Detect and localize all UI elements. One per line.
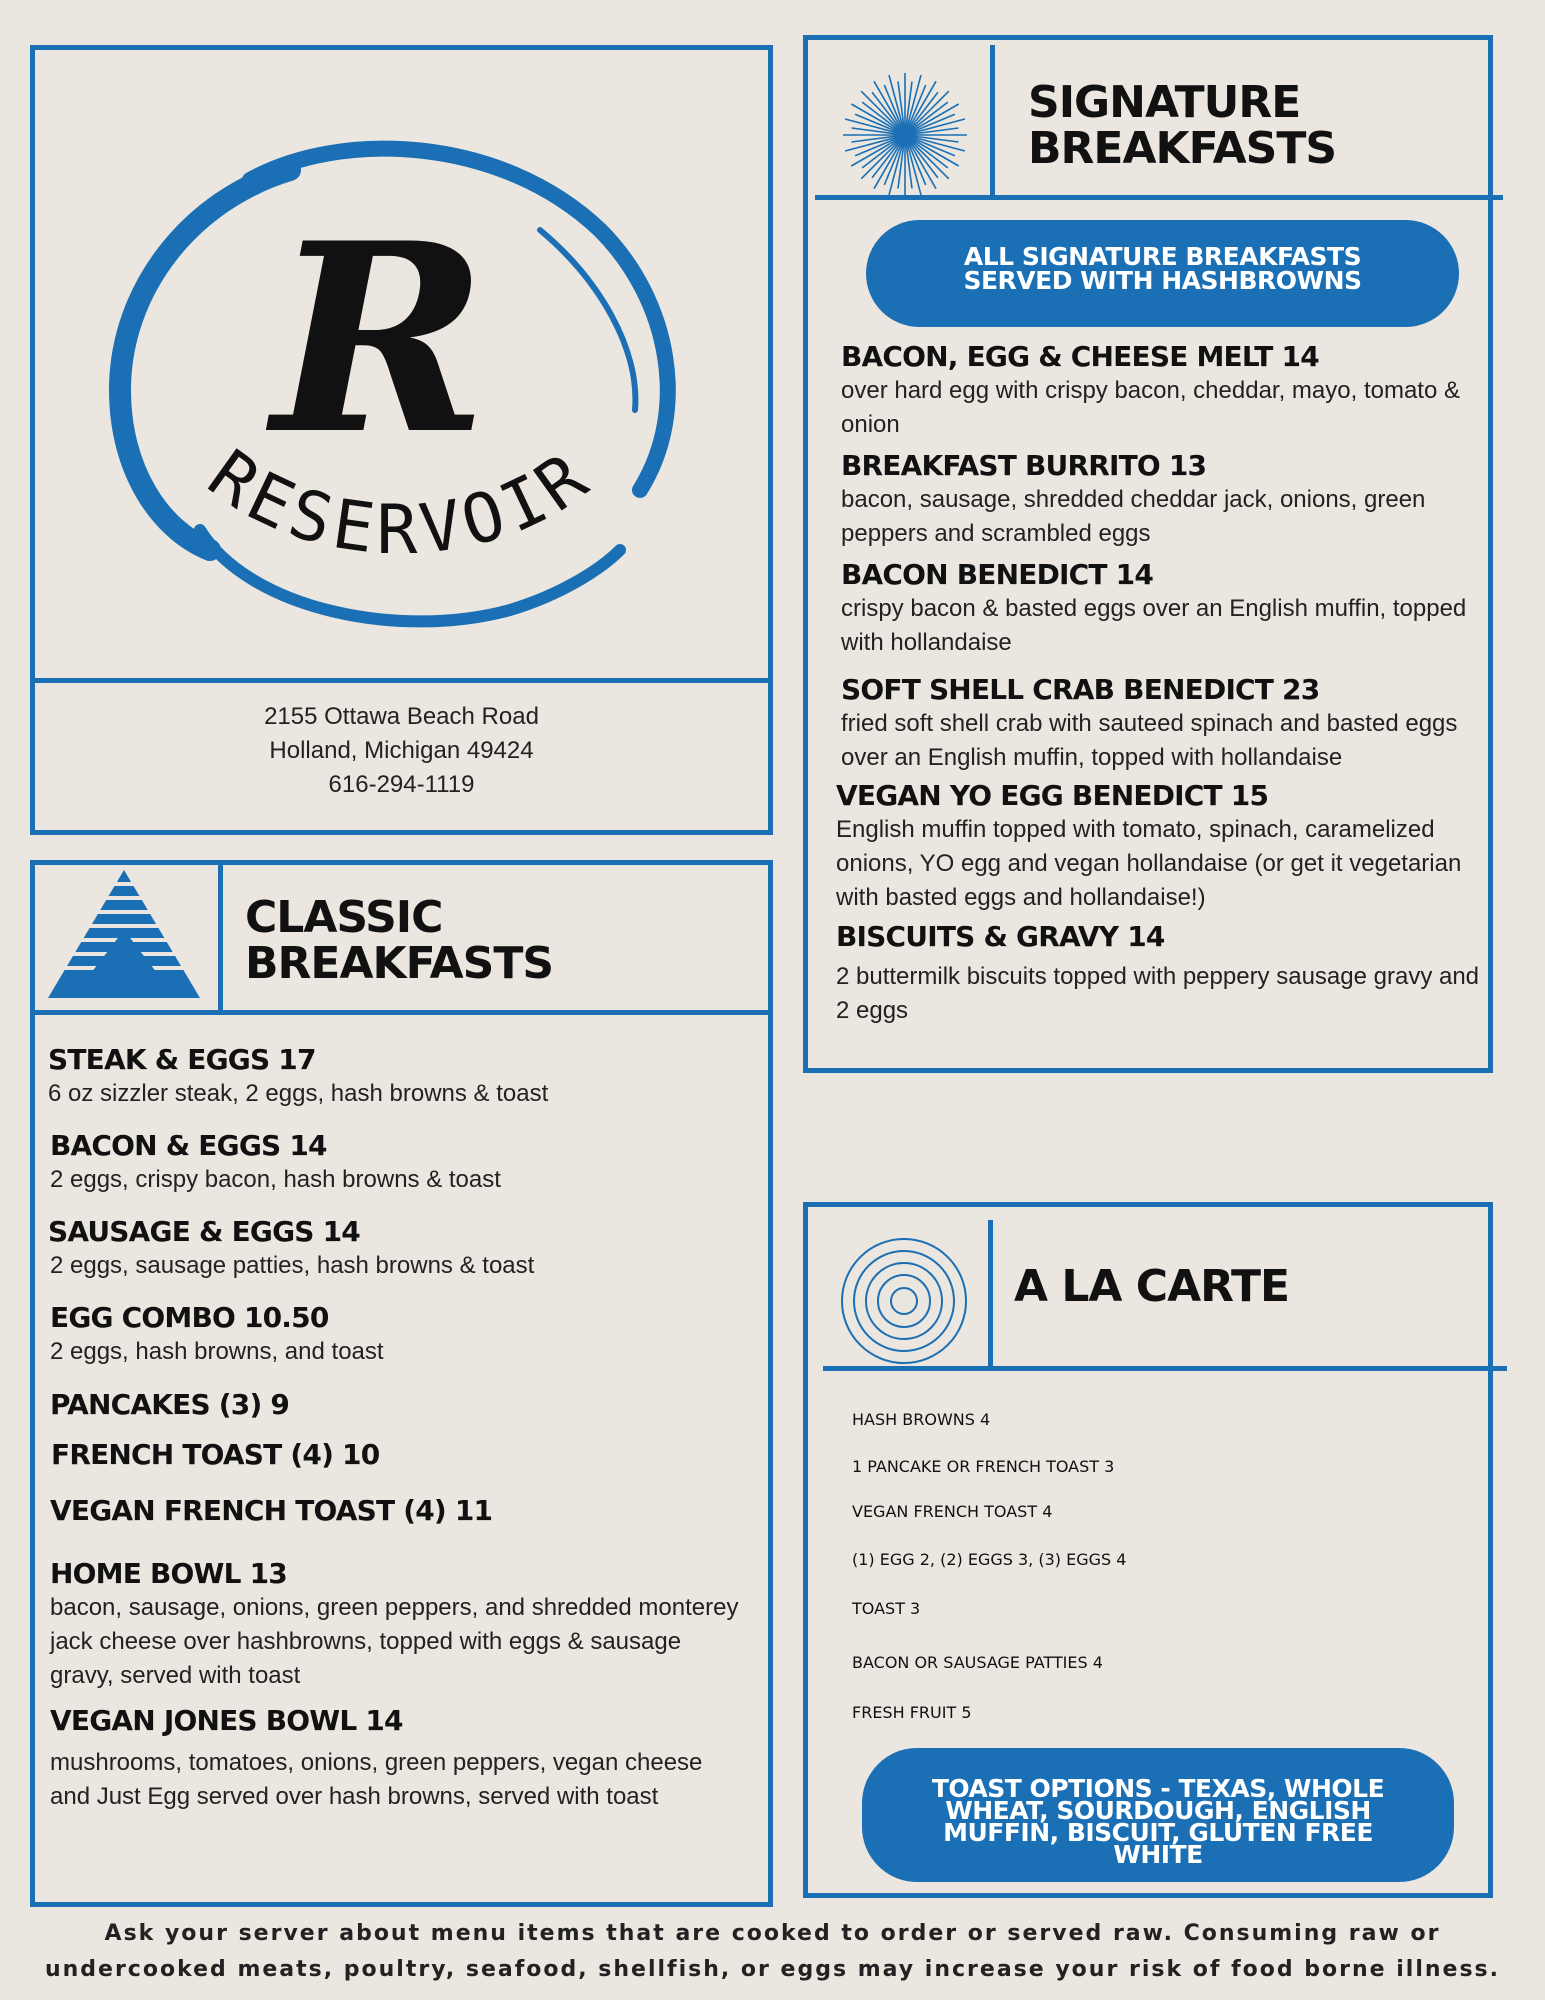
menu-item: VEGAN YO EGG BENEDICT 15 English muffin topped with tomato, spinach, caramelized onions, YO egg and vegan hollandaise (or get it vegetarian with basted eggs and hollandaise!) bbox=[836, 779, 1462, 911]
menu-item: FRENCH TOAST (4) 10 bbox=[51, 1438, 380, 1471]
menu-item: BACON & EGGS 14 2 eggs, crispy bacon, hash browns & toast bbox=[50, 1129, 501, 1193]
menu-item: BISCUITS & GRAVY 14 2 buttermilk biscuits topped with peppery sausage gravy and 2 eggs bbox=[836, 920, 1480, 1024]
alacarte-header-separator bbox=[988, 1220, 993, 1368]
alacarte-item: (1) EGG 2, (2) EGGS 3, (3) EGGS 4 bbox=[852, 1550, 1127, 1569]
menu-item: BACON BENEDICT 14 crispy bacon & basted eggs over an English muffin, topped with hollandaise bbox=[841, 558, 1467, 656]
pyramid-icon bbox=[48, 870, 200, 1002]
classic-title: CLASSIC BREAKFASTS bbox=[245, 892, 554, 989]
reservoir-logo bbox=[80, 110, 720, 670]
concentric-circles-icon bbox=[838, 1235, 970, 1367]
alacarte-item: 1 PANCAKE OR FRENCH TOAST 3 bbox=[852, 1457, 1115, 1476]
alacarte-item: HASH BROWNS 4 bbox=[852, 1410, 991, 1429]
menu-item: BREAKFAST BURRITO 13 bacon, sausage, shredded cheddar jack, onions, green peppers and scrambled eggs bbox=[841, 449, 1426, 547]
signature-header-separator bbox=[990, 45, 995, 200]
toast-options-badge: TOAST OPTIONS - TEXAS, WHOLE WHEAT, SOURDOUGH, ENGLISH MUFFIN, BISCUIT, GLUTEN FREE WHITE bbox=[862, 1748, 1454, 1882]
address-phone: 616-294-1119 bbox=[328, 771, 475, 798]
alacarte-item: TOAST 3 bbox=[852, 1599, 921, 1618]
menu-item: SAUSAGE & EGGS 14 2 eggs, sausage patties, hash browns & toast bbox=[48, 1215, 535, 1279]
alacarte-item: BACON OR SAUSAGE PATTIES 4 bbox=[852, 1653, 1103, 1672]
menu-item: BACON, EGG & CHEESE MELT 14 over hard egg with crispy bacon, cheddar, mayo, tomato & onion bbox=[841, 340, 1460, 438]
classic-header-divider bbox=[30, 1010, 773, 1015]
logo-initial: R bbox=[271, 187, 489, 492]
menu-item: EGG COMBO 10.50 2 eggs, hash browns, and toast bbox=[50, 1301, 384, 1365]
signature-note-badge: ALL SIGNATURE BREAKFASTS SERVED WITH HASHBROWNS bbox=[866, 220, 1459, 327]
address-city: Holland, Michigan 49424 bbox=[269, 737, 534, 764]
menu-item: VEGAN JONES BOWL 14 mushrooms, tomatoes, onions, green peppers, vegan cheese and Just Egg served over hash browns, served with toast bbox=[50, 1704, 703, 1810]
address-block bbox=[35, 700, 768, 802]
menu-item: SOFT SHELL CRAB BENEDICT 23 fried soft shell crab with sauteed spinach and basted eggs over an English muffin, topped with hollandaise bbox=[841, 673, 1458, 771]
starburst-icon bbox=[840, 70, 970, 200]
menu-item: VEGAN FRENCH TOAST (4) 11 bbox=[50, 1494, 493, 1527]
menu-item: STEAK & EGGS 17 6 oz sizzler steak, 2 eggs, hash browns & toast bbox=[48, 1043, 549, 1107]
menu-item: HOME BOWL 13 bacon, sausage, onions, green peppers, and shredded monterey jack cheese over hashbrowns, topped with eggs & sausage gravy, served with toast bbox=[50, 1557, 739, 1689]
alacarte-item: FRESH FRUIT 5 bbox=[852, 1703, 972, 1722]
classic-header-separator bbox=[218, 860, 223, 1010]
logo-name: RESERVOIR bbox=[193, 435, 607, 571]
address-street: 2155 Ottawa Beach Road bbox=[264, 703, 539, 730]
alacarte-title: A LA CARTE bbox=[1014, 1261, 1290, 1312]
logo-divider bbox=[30, 678, 773, 683]
menu-item: PANCAKES (3) 9 bbox=[50, 1388, 290, 1421]
signature-title: SIGNATURE BREAKFASTS bbox=[1028, 77, 1337, 174]
food-safety-disclaimer: Ask your server about menu items that are cooked to order or served raw. Consuming raw or undercooked meats, poultry, seafood, shellfish, or eggs may increase your risk of food borne illness. bbox=[44, 1921, 1501, 1982]
alacarte-item: VEGAN FRENCH TOAST 4 bbox=[852, 1502, 1053, 1521]
